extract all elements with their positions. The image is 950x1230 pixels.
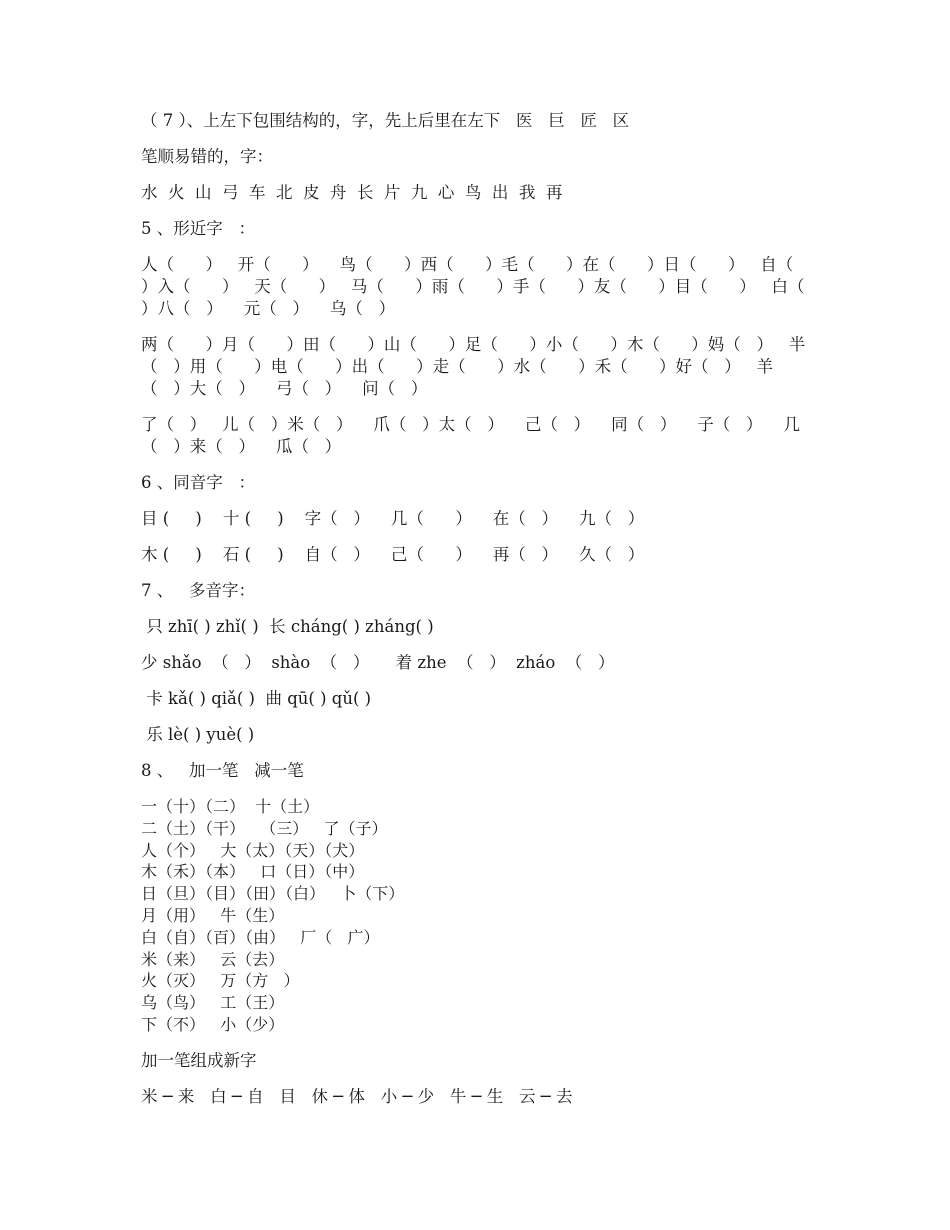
stroke-line: 下（不） 小（少） [141,1014,285,1034]
stroke-line: 木（禾）（本） 口（日）（中） [141,862,365,882]
homophone-line-1: 目 ( ) 十 ( ) 字（ ） 几（ ） 在（ ） 九（ ） [141,509,645,528]
stroke-line: 米（来） 云（去） [141,949,285,969]
stroke-line: 日（旦）（目）（田）（白） 卜（下） [141,884,405,904]
similar-chars-group-2 [141,334,821,400]
section-5-title: 5 、形近字 ： [141,219,255,238]
section-6-title: 6 、同音字 ： [141,473,255,492]
section-9-title: 加一笔组成新字 [141,1050,257,1070]
add-remove-stroke-list [141,796,821,1036]
similar-chars-line: （ ）大（ ） 弓（ ） 问（ ） [141,379,428,398]
stroke-line: 火（灭） 万（方 ） [141,971,300,991]
section-8-title: 8 、 加一笔 减一笔 [141,761,304,780]
stroke-line: 一（十）（二） 十（土） [141,797,320,816]
stroke-line: 人（个） 大（太）（天）（犬） [141,840,365,860]
similar-chars-line: 人（ ） 开（ ） 鸟（ ）西（ ）毛（ ）在（ ）日（ ） 自（ [141,255,794,274]
stroke-line: 二（土）（干） （三） 了（子） [141,818,388,838]
similar-chars-line: ）八（ ） 元（ ） 乌（ ） [141,299,396,318]
stroke-line: 白（自）（百）（由） 厂（ 广） [141,927,380,947]
similar-chars-line: （ ）用（ ）电（ ）出（ ）走（ ）水（ ）禾（ ）好（ ） 羊 [141,357,774,376]
polyphone-line-3: 卡 kǎ( ) qiǎ( ) 曲 qū( ) qǔ( ) [141,689,372,708]
similar-chars-group-1 [141,254,821,320]
similar-chars-line: 两（ ）月（ ）田（ ）山（ ）足（ ）小（ ）木（ ）妈（ ） 半 [141,335,806,354]
homophone-line-2: 木 ( ) 石 ( ) 自（ ） 己（ ） 再（ ） 久（ ） [141,545,645,564]
similar-chars-line: 了（ ） 儿（ ）米（ ） 爪（ ）太（ ） 己（ ） 同（ ） 子（ ） 几 [141,415,801,434]
stroke-order-error-chars: 水 火 山 弓 车 北 皮 舟 长 片 九 心 鸟 出 我 再 [141,183,563,202]
similar-chars-line: ）入（ ） 天（ ） 马（ ）雨（ ）手（ ）友（ ）目（ ） 白（ [141,277,805,296]
similar-chars-line: （ ）来（ ） 瓜（ ） [141,437,342,456]
stroke-line: 月（用） 牛（生） [141,905,285,925]
section-7-title: 7 、 多音字： [141,581,255,600]
structure-line: （ 7 ）、上左下包围结构的，字，先上后里在左下 医 巨 匠 区 [141,111,630,130]
polyphone-line-2: 少 shǎo （ ） shào （ ） 着 zhe （ ） zháo （ ） [141,653,615,672]
new-chars-line: 米 ─ 来 白 ─ 自 目 休 ─ 体 小 ─ 少 牛 ─ 生 云 ─ 去 [141,1086,573,1106]
similar-chars-group-3 [141,414,821,458]
polyphone-line-1: 只 zhī( ) zhǐ( ) 长 cháng( ) zháng( ) [141,617,434,636]
polyphone-line-4: 乐 lè( ) yuè( ) [141,725,255,744]
stroke-line: 乌（鸟） 工（王） [141,993,285,1013]
document-page [141,110,821,1122]
stroke-order-error-title: 笔顺易错的，字： [141,147,273,166]
